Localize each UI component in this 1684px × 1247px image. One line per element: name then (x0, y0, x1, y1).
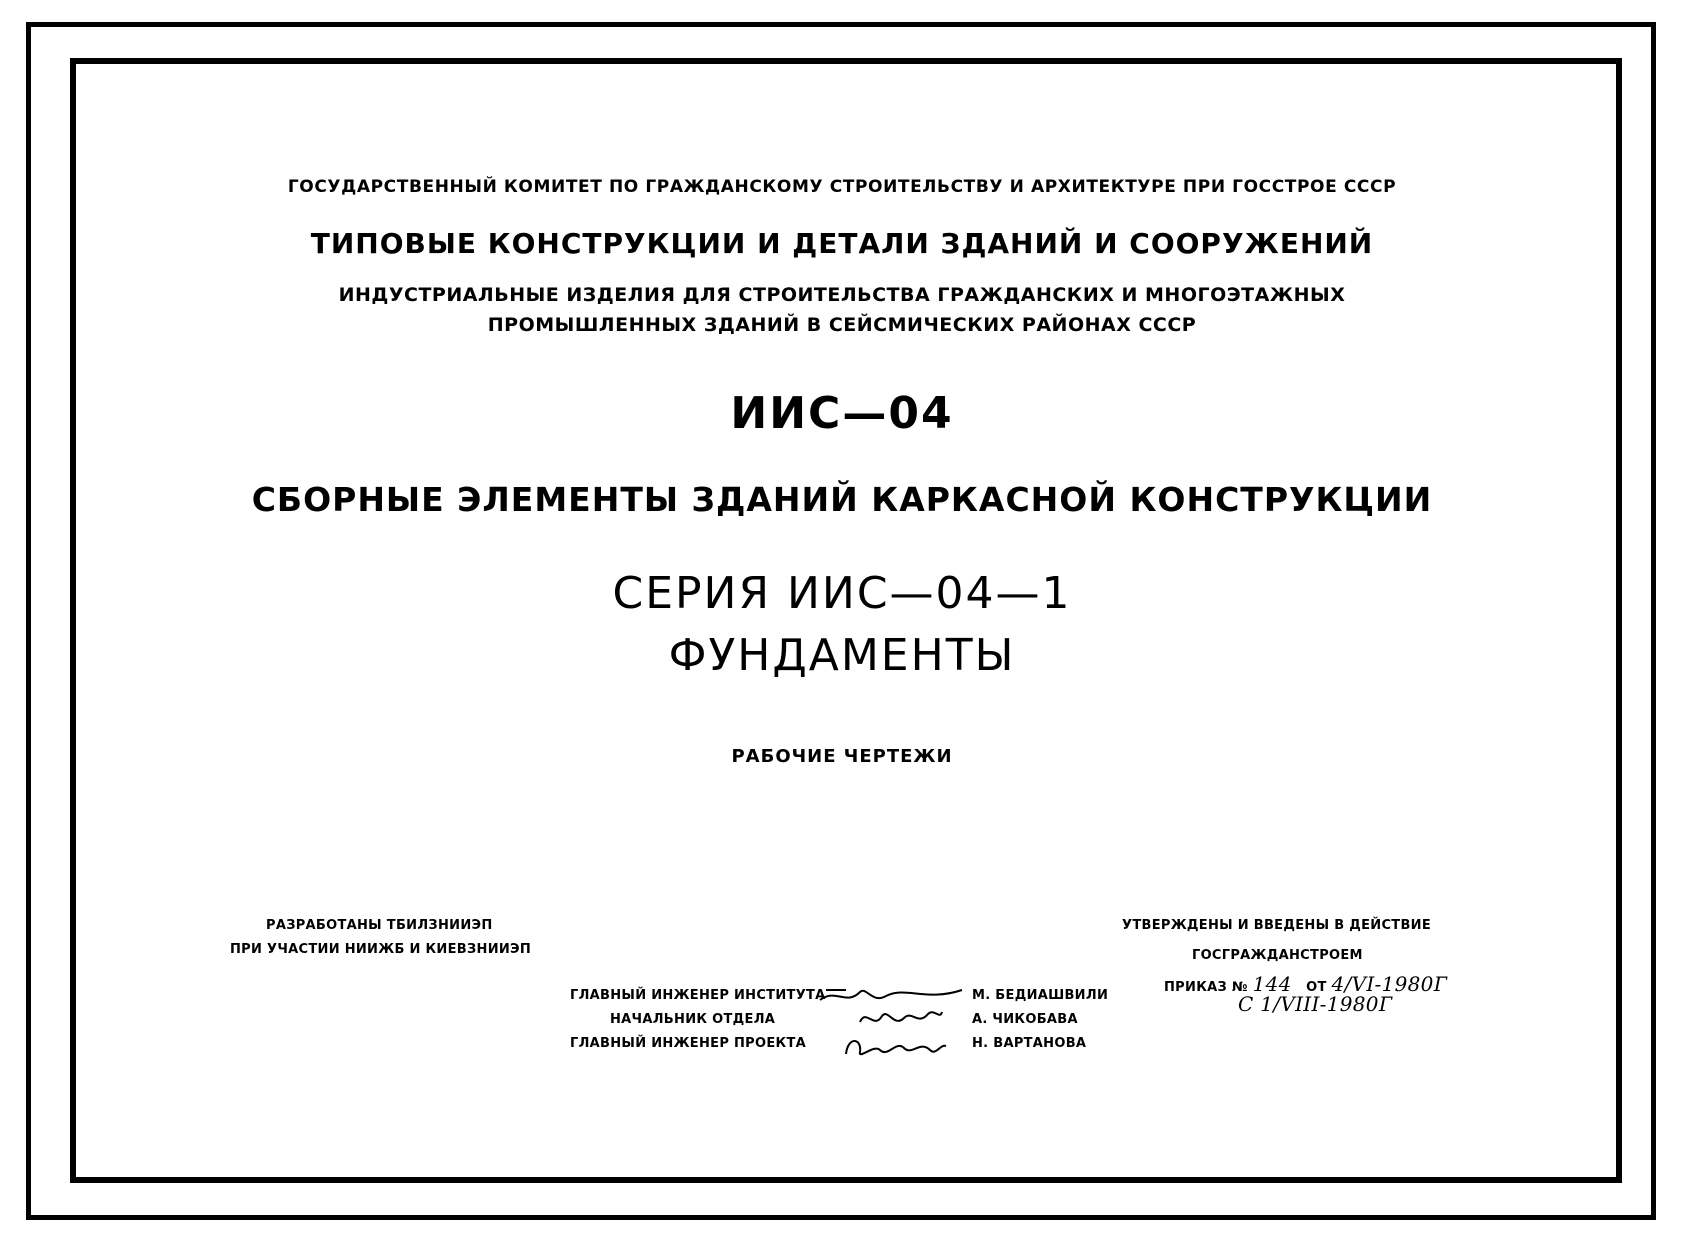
effective-date: С 1/VIII-1980Г (1238, 992, 1393, 1016)
developer-line-1: РАЗРАБОТАНЫ ТБИЛЗНИИЭП (266, 918, 493, 933)
industrial-line-1: ИНДУСТРИАЛЬНЫЕ ИЗДЕЛИЯ ДЛЯ СТРОИТЕЛЬСТВА ГРАЖДАНСКИХ И МНОГОЭТАЖНЫХ (338, 284, 1346, 306)
signature-role-department-head: НАЧАЛЬНИК ОТДЕЛА (610, 1012, 776, 1027)
approval-line-1: УТВЕРЖДЕНЫ И ВВЕДЕНЫ В ДЕЙСТВИЕ (1122, 918, 1432, 933)
developer-line-2: ПРИ УЧАСТИИ НИИЖБ И КИЕВЗНИИЭП (230, 942, 532, 957)
elements-title: СБОРНЫЕ ЭЛЕМЕНТЫ ЗДАНИЙ КАРКАСНОЙ КОНСТРУКЦИИ (251, 480, 1433, 519)
signature-name-1: М. БЕДИАШВИЛИ (972, 988, 1109, 1003)
signature-role-chief-engineer: ГЛАВНЫЙ ИНЖЕНЕР ИНСТИТУТА (570, 988, 826, 1003)
series-title: СЕРИЯ ИИС—04—1 (612, 568, 1072, 619)
signature-role-project-engineer: ГЛАВНЫЙ ИНЖЕНЕР ПРОЕКТА (570, 1036, 806, 1051)
typical-constructions-heading: ТИПОВЫЕ КОНСТРУКЦИИ И ДЕТАЛИ ЗДАНИЙ И СООРУЖЕНИЙ (310, 227, 1374, 260)
signature-name-2: А. ЧИКОБАВА (972, 1012, 1078, 1027)
committee-heading: ГОСУДАРСТВЕННЫЙ КОМИТЕТ ПО ГРАЖДАНСКОМУ СТРОИТЕЛЬСТВУ И АРХИТЕКТУРЕ ПРИ ГОССТРОЕ СССР (287, 177, 1397, 197)
order-label: ПРИКАЗ № (1164, 980, 1248, 995)
order-number: 144 (1252, 972, 1292, 996)
handwritten-signature-3 (840, 1030, 950, 1064)
working-drawings-label: РАБОЧИЕ ЧЕРТЕЖИ (731, 746, 953, 767)
industrial-products-heading (0, 280, 1684, 340)
approval-line-2: ГОСГРАЖДАНСТРОЕМ (1192, 948, 1363, 963)
document-title: ФУНДАМЕНТЫ (668, 630, 1016, 681)
order-from-label: ОТ (1306, 980, 1327, 995)
industrial-line-2: ПРОМЫШЛЕННЫХ ЗДАНИЙ В СЕЙСМИЧЕСКИХ РАЙОНАХ СССР (487, 314, 1197, 336)
document-code: ИИС—04 (730, 388, 954, 439)
signature-name-3: Н. ВАРТАНОВА (972, 1036, 1087, 1051)
order-date: 4/VI-1980Г (1331, 972, 1448, 996)
